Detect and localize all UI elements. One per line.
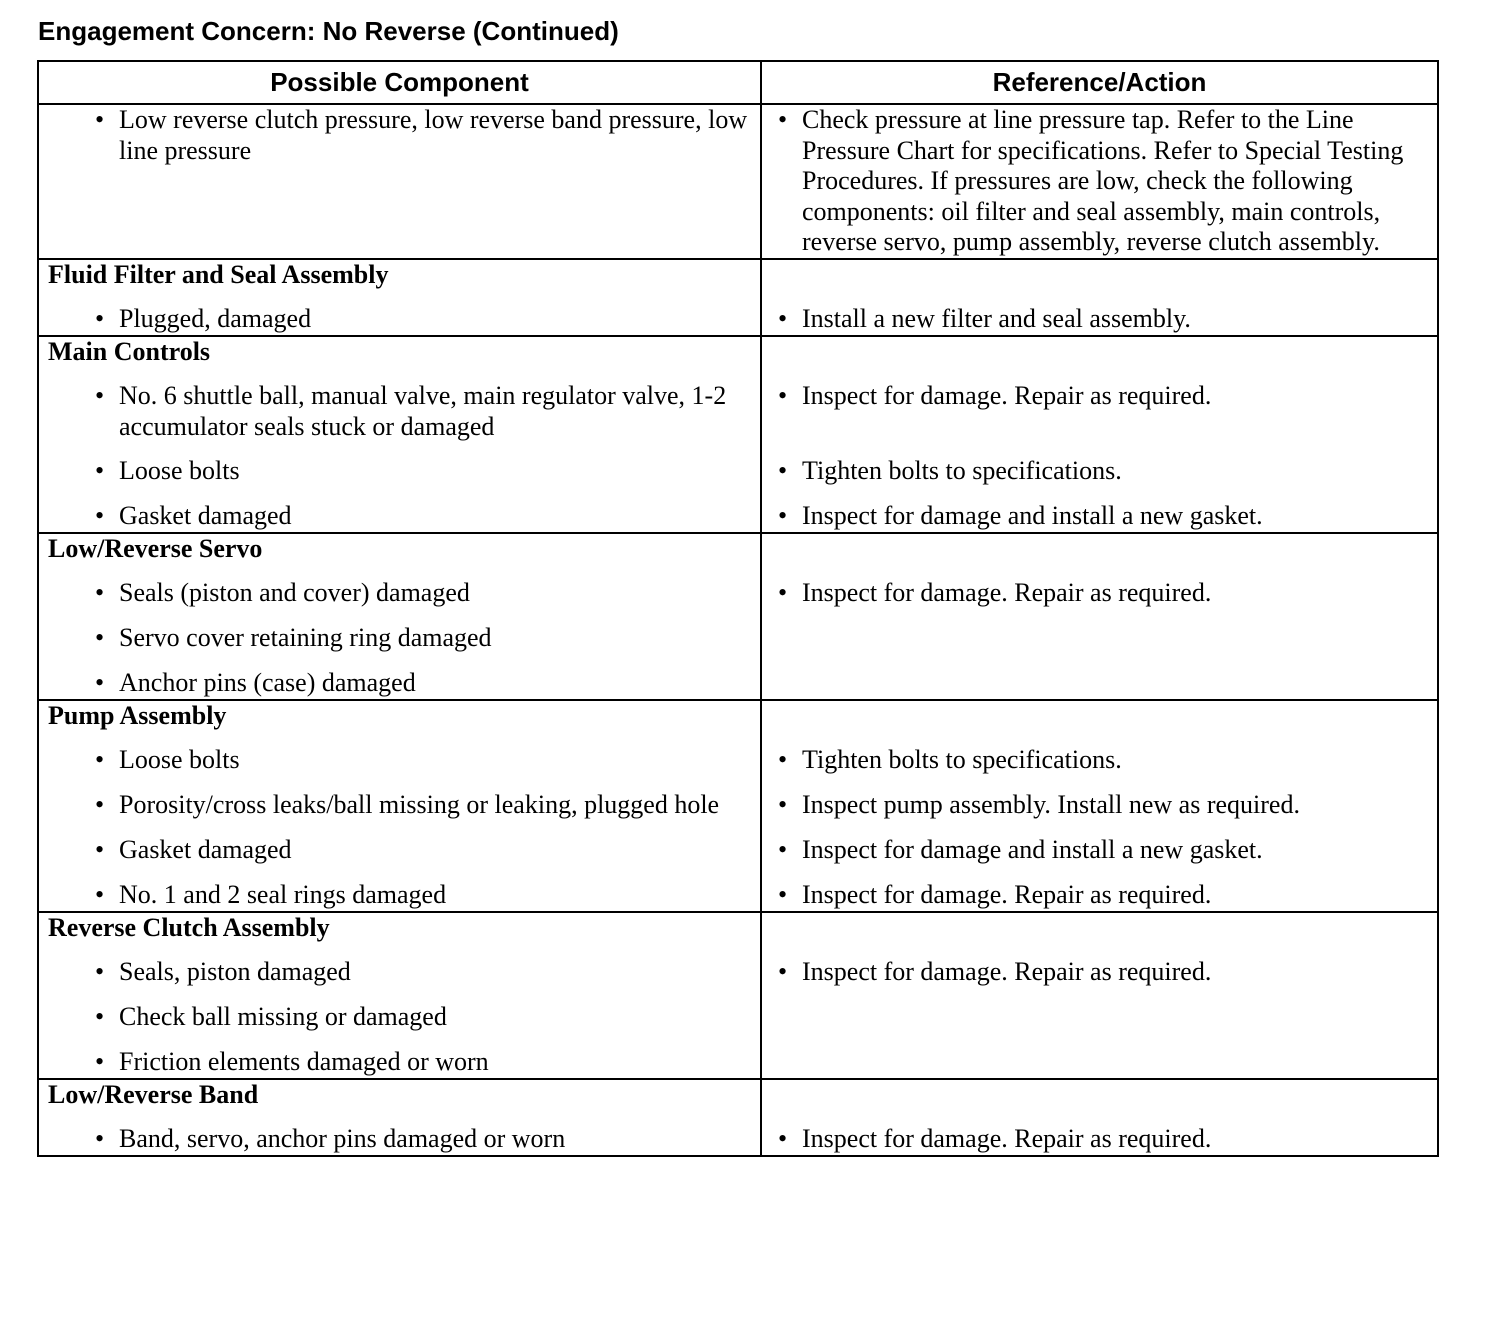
item-text: Porosity/cross leaks/ball missing or leaking, plugged hole <box>119 790 720 819</box>
component-cell <box>38 700 761 912</box>
bullet-marker: • <box>95 456 105 485</box>
bullet-marker: • <box>95 835 105 864</box>
bullet-marker: • <box>778 745 788 774</box>
list-item <box>39 1124 760 1155</box>
list-item <box>39 790 760 821</box>
list-item <box>39 578 760 609</box>
list-item <box>762 745 1437 776</box>
list-item <box>39 957 760 988</box>
item-text: Friction elements damaged or worn <box>119 1047 489 1076</box>
list-item <box>39 105 760 258</box>
table-row <box>38 912 1438 1079</box>
bullet-marker: • <box>778 957 788 986</box>
bullet-marker: • <box>778 105 788 134</box>
bullet-marker: • <box>778 880 788 909</box>
item-text: No. 1 and 2 seal rings damaged <box>119 880 447 909</box>
action-cell <box>761 912 1438 1079</box>
bullet-marker: • <box>95 790 105 819</box>
bullet-marker: • <box>778 501 788 530</box>
list-item <box>39 381 760 442</box>
bullet-marker: • <box>95 501 105 530</box>
section-heading: Reverse Clutch Assembly <box>48 913 330 942</box>
list-item <box>762 501 1437 532</box>
item-text: Inspect for damage. Repair as required. <box>802 381 1212 410</box>
list-item <box>39 668 760 699</box>
item-text: Inspect for damage. Repair as required. <box>802 1124 1212 1153</box>
item-text: Low reverse clutch pressure, low reverse band pressure, low line pressure <box>119 105 748 165</box>
item-text: Inspect for damage. Repair as required. <box>802 880 1212 909</box>
item-text: Servo cover retaining ring damaged <box>119 623 492 652</box>
bullet-marker: • <box>778 1124 788 1153</box>
bullet-marker: • <box>95 745 105 774</box>
bullet-marker: • <box>778 381 788 410</box>
item-text: Check ball missing or damaged <box>119 1002 447 1031</box>
table-row <box>38 700 1438 912</box>
table-row <box>38 533 1438 700</box>
list-item <box>762 105 1437 258</box>
item-text: Inspect for damage and install a new gasket. <box>802 501 1263 530</box>
item-text: Check pressure at line pressure tap. Refer to the Line Pressure Chart for specifications. Refer to Special Testing Procedures. If pressures are low, check the following components: oil filter and seal assembly, main controls, reverse servo, pump assembly, reverse clutch assembly. <box>802 105 1404 256</box>
page-title: Engagement Concern: No Reverse (Continued) <box>38 16 619 46</box>
list-item <box>39 835 760 866</box>
section-heading: Main Controls <box>48 337 211 366</box>
list-item <box>39 1002 760 1033</box>
list-item <box>762 957 1437 988</box>
list-item <box>39 456 760 487</box>
bullet-marker: • <box>95 105 105 134</box>
list-item <box>762 304 1437 335</box>
item-text: Install a new filter and seal assembly. <box>802 304 1191 333</box>
list-item <box>39 1047 760 1078</box>
column-header-action: Reference/Action <box>761 61 1438 104</box>
component-cell <box>38 533 761 700</box>
section-heading: Low/Reverse Servo <box>48 534 263 563</box>
bullet-marker: • <box>95 578 105 607</box>
bullet-marker: • <box>95 1047 105 1076</box>
component-cell <box>38 912 761 1079</box>
item-text: Tighten bolts to specifications. <box>802 456 1122 485</box>
list-item <box>39 623 760 654</box>
item-text: Plugged, damaged <box>119 304 312 333</box>
action-cell <box>761 104 1438 259</box>
bullet-marker: • <box>95 623 105 652</box>
list-item <box>762 835 1437 866</box>
list-item <box>762 578 1437 609</box>
list-item <box>39 304 760 335</box>
list-item <box>762 381 1437 442</box>
item-text: Gasket damaged <box>119 835 292 864</box>
component-cell <box>38 259 761 336</box>
item-text: No. 6 shuttle ball, manual valve, main regulator valve, 1-2 accumulator seals stuck or damaged <box>119 381 727 441</box>
list-item <box>762 790 1437 821</box>
diagnosis-table <box>37 60 1439 1157</box>
bullet-marker: • <box>778 790 788 819</box>
action-cell <box>761 533 1438 700</box>
item-text: Tighten bolts to specifications. <box>802 745 1122 774</box>
item-text: Seals, piston damaged <box>119 957 351 986</box>
section-heading: Low/Reverse Band <box>48 1080 259 1109</box>
bullet-marker: • <box>95 957 105 986</box>
bullet-marker: • <box>778 456 788 485</box>
action-cell <box>761 336 1438 533</box>
heading-spacer <box>762 534 1437 564</box>
bullet-marker: • <box>95 668 105 697</box>
heading-spacer <box>762 913 1437 943</box>
bullet-marker: • <box>95 1002 105 1031</box>
bullet-marker: • <box>95 1124 105 1153</box>
item-text: Gasket damaged <box>119 501 292 530</box>
list-item <box>762 880 1437 911</box>
component-cell <box>38 336 761 533</box>
component-cell <box>38 104 761 259</box>
item-text: Inspect for damage. Repair as required. <box>802 957 1212 986</box>
list-item <box>39 880 760 911</box>
bullet-marker: • <box>95 381 105 410</box>
table-header-row <box>38 61 1438 104</box>
heading-spacer <box>762 260 1437 290</box>
bullet-marker: • <box>778 835 788 864</box>
action-cell <box>761 1079 1438 1156</box>
heading-spacer <box>762 1080 1437 1110</box>
component-cell <box>38 1079 761 1156</box>
list-item <box>762 456 1437 487</box>
action-cell <box>761 700 1438 912</box>
section-heading: Pump Assembly <box>48 701 227 730</box>
table-row <box>38 104 1438 259</box>
item-text: Inspect for damage. Repair as required. <box>802 578 1212 607</box>
item-text: Anchor pins (case) damaged <box>119 668 416 697</box>
column-header-component: Possible Component <box>38 61 761 104</box>
item-text: Loose bolts <box>119 745 240 774</box>
item-text: Inspect for damage and install a new gasket. <box>802 835 1263 864</box>
action-cell <box>761 259 1438 336</box>
table-row <box>38 259 1438 336</box>
bullet-marker: • <box>95 880 105 909</box>
heading-spacer <box>762 701 1437 731</box>
section-heading: Fluid Filter and Seal Assembly <box>48 260 389 289</box>
heading-spacer <box>762 337 1437 367</box>
item-text: Inspect pump assembly. Install new as required. <box>802 790 1300 819</box>
bullet-marker: • <box>95 304 105 333</box>
bullet-marker: • <box>778 578 788 607</box>
list-item <box>39 501 760 532</box>
list-item <box>762 1124 1437 1155</box>
item-text: Seals (piston and cover) damaged <box>119 578 470 607</box>
table-row <box>38 1079 1438 1156</box>
table-row <box>38 336 1438 533</box>
list-item <box>39 745 760 776</box>
item-text: Loose bolts <box>119 456 240 485</box>
table-body <box>38 104 1438 1156</box>
item-text: Band, servo, anchor pins damaged or worn <box>119 1124 566 1153</box>
bullet-marker: • <box>778 304 788 333</box>
